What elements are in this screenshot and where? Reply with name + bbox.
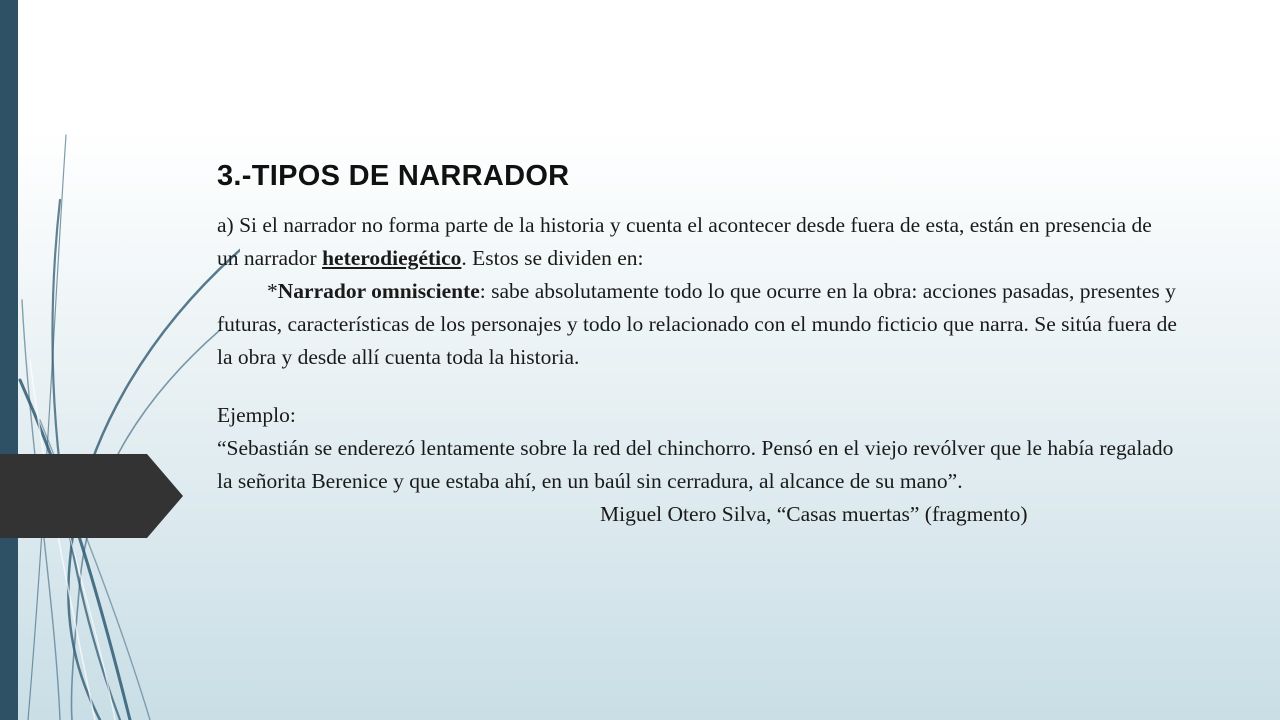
paragraph-heterodiegetic <box>217 209 1177 275</box>
decorative-curves <box>0 0 240 720</box>
slide-arrow-tab <box>0 454 190 538</box>
paragraph-a-text-start: a) Si el narrador no forma parte de la historia y cuenta el acontecer desde fuera de esta, están en presencia de un narrador <box>217 213 1152 270</box>
omniscient-text: : sabe absolutamente todo lo que ocurre en la obra: acciones pasadas, presentes y futuras, características de los personajes y todo lo relacionado con el mundo ficticio que narra. Se sitúa fuera de la obra y desde allí cuenta toda la historia. <box>217 279 1177 369</box>
example-citation: Miguel Otero Silva, “Casas muertas” (fragmento) <box>600 502 1028 526</box>
slide-title: 3.-TIPOS DE NARRADOR <box>217 160 570 192</box>
paragraph-a-text-end: . Estos se dividen en: <box>461 246 644 270</box>
example-label: Ejemplo: <box>217 403 296 427</box>
term-heterodiegetico: heterodiegético <box>322 246 462 270</box>
spacer <box>217 374 1177 399</box>
example-quote: “Sebastián se enderezó lentamente sobre la red del chinchorro. Pensó en el viejo revólver que le había regalado la señorita Berenice y que estaba ahí, en un baúl sin cerradura, al alcance de su mano”. <box>217 436 1174 493</box>
omniscient-bullet: * <box>267 279 278 303</box>
paragraph-omniscient <box>217 275 1177 374</box>
omniscient-label: Narrador omnisciente <box>277 279 480 303</box>
slide-content <box>217 160 1177 531</box>
